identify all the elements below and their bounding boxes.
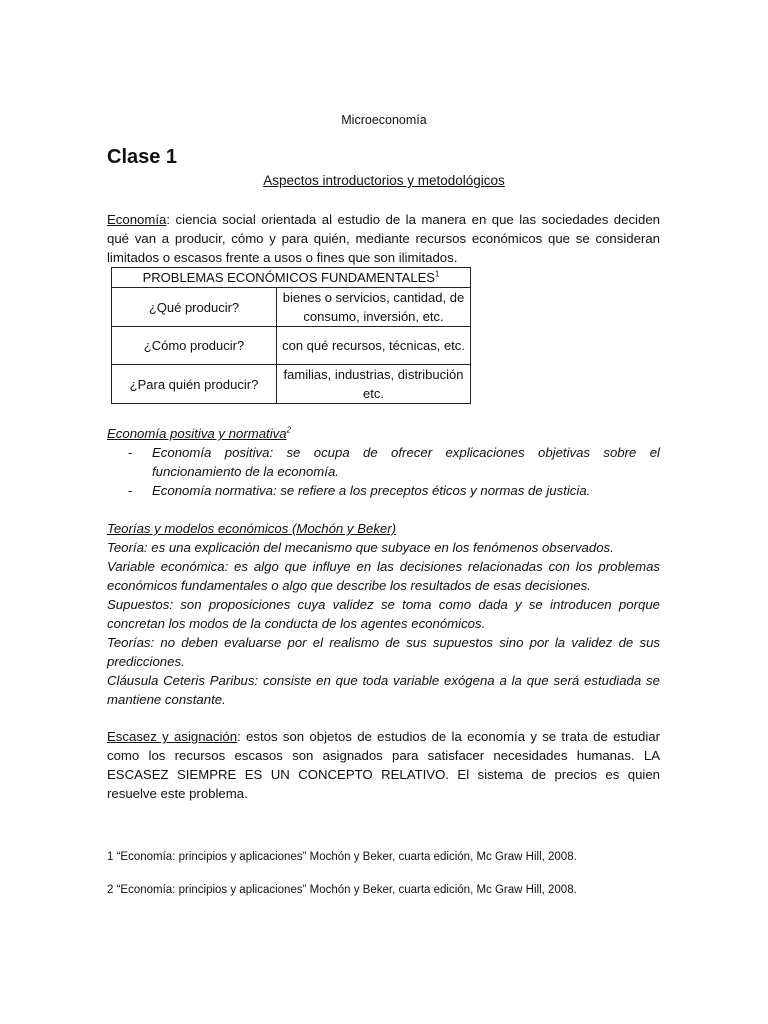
dash-bullet: - bbox=[128, 483, 133, 498]
economia-text: : ciencia social orientada al estudio de la manera en que las sociedades deciden qué van a producir, cómo y para quién, mediante recursos económicos que se consideran limitados o escasos frente a usos o fines que son ilimitados. bbox=[107, 212, 660, 265]
footnote-2: 2 “Economía: principios y aplicaciones” Mochón y Beker, cuarta edición, Mc Graw Hill, 2008. bbox=[107, 884, 577, 896]
table-answer: familias, industrias, distribución etc. bbox=[277, 365, 471, 404]
footnote-1: 1 “Economía: principios y aplicaciones” Mochón y Beker, cuarta edición, Mc Graw Hill, 2008. bbox=[107, 851, 577, 863]
escasez-section bbox=[107, 727, 660, 803]
page-header: Microeconomía bbox=[341, 113, 427, 127]
table-answer: con qué recursos, técnicas, etc. bbox=[277, 327, 471, 365]
footnote-ref-2: 2 bbox=[286, 425, 292, 435]
teorias-line: Teoría: es una explicación del mecanismo que subyace en los fenómenos observados. bbox=[107, 540, 614, 555]
positiva-list bbox=[107, 443, 660, 500]
teorias-line: Variable económica: es algo que influye en las decisiones relacionadas con los problemas económicos fundamentales o algo que describe los resultados de esas decisiones. bbox=[107, 559, 660, 593]
table-row bbox=[112, 327, 471, 365]
escasez-term: Escasez y asignación bbox=[107, 729, 238, 744]
teorias-line: Cláusula Ceteris Paribus: consiste en que toda variable exógena a la que será estudiada se mantiene constante. bbox=[107, 673, 660, 707]
footnote-ref-1: 1 bbox=[434, 269, 440, 279]
section-subtitle: Aspectos introductorios y metodológicos bbox=[263, 173, 505, 188]
escasez-text: : estos son objetos de estudios de la economía y se trata de estudiar como los recursos escasos son asignados para satisfacer necesidades humanas. LA ESCASEZ SIEMPRE ES UN CONCEPTO RELATIVO. El sistema de precios es quien resuelve este problema. bbox=[107, 729, 660, 801]
positiva-section bbox=[107, 424, 660, 500]
teorias-heading: Teorías y modelos económicos (Mochón y Beker) bbox=[107, 521, 397, 536]
table-question: ¿Cómo producir? bbox=[112, 327, 277, 365]
positiva-heading: Economía positiva y normativa bbox=[107, 426, 287, 441]
problems-table-header: PROBLEMAS ECONÓMICOS FUNDAMENTALES$^1$ bbox=[112, 268, 471, 288]
problems-table bbox=[111, 267, 471, 404]
list-item: - Economía normativa: se refiere a los preceptos éticos y normas de justicia. bbox=[128, 483, 591, 498]
teorias-line: Supuestos: son proposiciones cuya validez se toma como dada y se introducen porque concretan los modos de la conducta de los agentes económicos. bbox=[107, 597, 660, 631]
teorias-line: Teorías: no deben evaluarse por el realismo de sus supuestos sino por la validez de sus predicciones. bbox=[107, 635, 660, 669]
table-question: ¿Qué producir? bbox=[112, 288, 277, 327]
class-title: Clase 1 bbox=[107, 146, 178, 168]
table-question: ¿Para quién producir? bbox=[112, 365, 277, 404]
table-row bbox=[112, 365, 471, 404]
table-answer: bienes o servicios, cantidad, de consumo, inversión, etc. bbox=[277, 288, 471, 327]
economia-definition bbox=[107, 210, 660, 267]
list-item: - Economía positiva: se ocupa de ofrecer explicaciones objetivas sobre el funcionamiento de la economía. bbox=[128, 445, 660, 479]
dash-bullet: - bbox=[128, 445, 133, 460]
table-row bbox=[112, 288, 471, 327]
economia-term: Economía bbox=[107, 212, 167, 227]
teorias-section bbox=[107, 519, 660, 709]
